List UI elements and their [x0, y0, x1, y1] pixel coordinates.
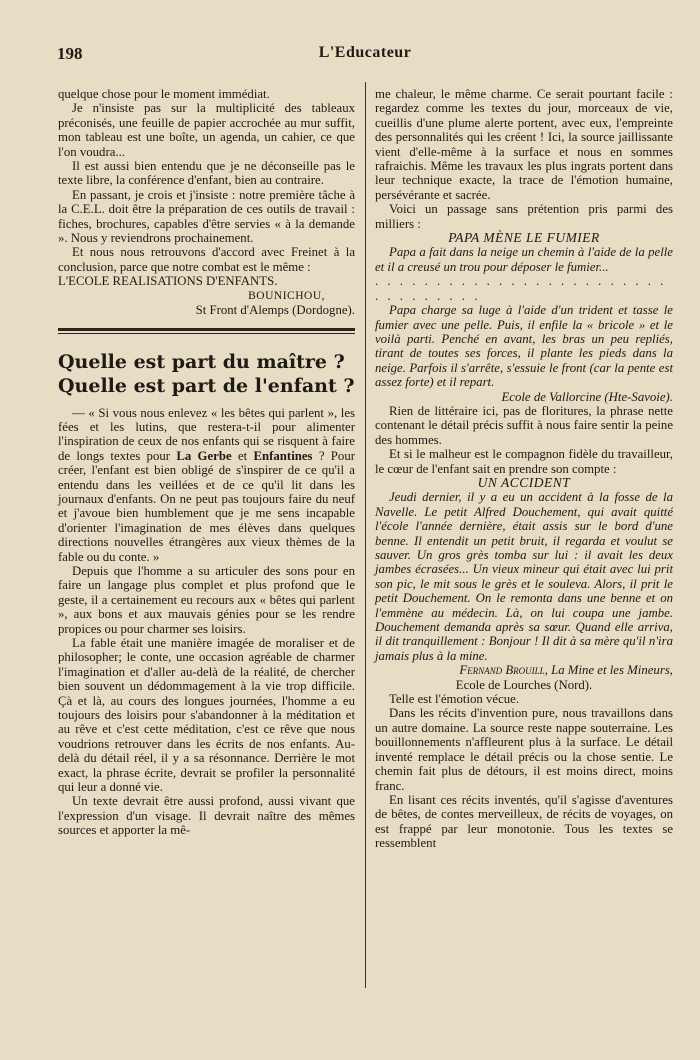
- article-title-line-1: Quelle est part du maître ?: [58, 350, 345, 373]
- article-title-line-2: Quelle est part de l'enfant ?: [58, 374, 355, 397]
- story-title-fumier: PAPA MÈNE LE FUMIER: [448, 230, 600, 246]
- page-header: [57, 44, 673, 68]
- article-paragraph-3: La fable était une manière imagée de moraliser et de philosopher; le conte, une occasion agréable de charmer l'imagination et d'aller au-delà de la réalité, de chercher bien souvent un dédommagement à la vie trop difficile. Çà et là, au cours des longues journées, l'homme a eu toujours des loisirs pour s'abandonner à la méditation et au rêve et c'est cette méditation, c'est ce rêve que nous voudrions retrouver dans les écrits de nos enfants. Au-delà du détail réel, il y a sa résonnance. Derrière le mot exact, la phrase écrite, devrait se profiler la personnalité qui leur a donné vie.: [58, 636, 355, 795]
- comment-2: Et si le malheur est le compagnon fidèle du travailleur, le cœur de l'enfant sait en prendre son compte :: [375, 447, 673, 476]
- column-divider: [365, 82, 366, 988]
- story-accident-book: , La Mine et les Mineurs,: [544, 663, 673, 678]
- left-column: [58, 87, 355, 838]
- closing-paragraph-2: Dans les récits d'invention pure, nous travaillons dans un autre domaine. La source reste nappe souterraine. Les bouillonnements n'affleurent plus à la surface. Le détail inventé remplace le détail précis ou la chose sentie. Le chemin fait plus de détours, il est moins direct, moins franc.: [375, 706, 673, 793]
- closing-paragraph-3: En lisant ces récits inventés, qu'il s'agisse d'aventures de bêtes, de contes merveilleux, de récits de voyages, on est frappé par leur monotonie. Tous les textes se ressemblent: [375, 792, 673, 851]
- article-p1-text-b: et: [231, 448, 254, 463]
- closing-paragraph-1: Telle est l'émotion vécue.: [389, 692, 520, 707]
- story-accident-credit: [375, 663, 673, 677]
- story-accident-author: Fernand Brouill: [459, 663, 545, 678]
- continued-paragraph-3: Il est aussi bien entendu que je ne déconseille pas le texte libre, la conférence d'enfant, bien au contraire.: [58, 159, 355, 188]
- la-gerbe-title: La Gerbe: [176, 448, 232, 463]
- article-paragraph-1: [58, 406, 355, 564]
- continued-paragraph-2: Je n'insiste pas sur la multiplicité des tableaux préconisés, une feuille de papier accrochée au mur suffit, mon tableau est une boîte, un agenda, un cahier, ce que l'on voudra...: [58, 101, 355, 159]
- section-rule: [58, 328, 355, 331]
- ellipsis-row: . . . . . . . . . . . . . . . . . . . . . . . . . . . . . . . . .: [375, 274, 667, 303]
- story-title-accident: UN ACCIDENT: [477, 474, 571, 490]
- story-fumier-p2: Papa charge sa luge à l'aide d'un trident et tasse le fumier avec une pelle. Puis, il enfile la « bricole » et le voilà parti. Penché en avant, les bras un peu repliés, tirant de toutes ses forces, il plante les pieds dans la neige. Parfois il s'arrête, s'essuie le front (car la pente est assez forte) et il repart.: [375, 303, 673, 390]
- enfantines-title: Enfantines: [253, 448, 313, 463]
- signature-name: BOUNICHOU,: [248, 289, 325, 302]
- story-fumier-p1: Papa a fait dans la neige un chemin à l'aide de la pelle et il a creusé un trou pour déposer le fumier...: [375, 245, 673, 274]
- continued-paragraph-5: Et nous nous retrouvons d'accord avec Freinet à la conclusion, parce que notre combat est le même :: [58, 245, 355, 274]
- slogan: L'ECOLE REALISATIONS D'ENFANTS.: [58, 274, 278, 289]
- article-paragraph-4: Un texte devrait être aussi profond, aussi vivant que l'expression d'un visage. Il devrait naître des mêmes sources et apporter la mê-: [58, 794, 355, 838]
- page-number: 198: [57, 44, 83, 63]
- section-rule-thin: [58, 333, 355, 334]
- signature-place: St Front d'Alemps (Dordogne).: [195, 303, 355, 318]
- story-accident-text: Jeudi dernier, il y a eu un accident à la fosse de la Navelle. Le petit Alfred Douchement, qui avait quitté l'école l'année dernière, était assis sur le bord d'une benne. Il entendit un petit bruit, il regarda et voulut se sauver. Un gros grès tomba sur lui : il avait les deux jambes écrasées... Un vieux mineur qui était avec lui prit son pic, le mit sous le grès et le souleva. Alors, il prit le petit Douchement. On le remonta dans une benne et on l'emmène au médecin. Là, on lui coupa une jambe. Douchement demanda après sa sœur. Quand elle arriva, il dit tranquillement : Bonjour ! Il dit à sa mère qu'il n'ira jamais plus à la mine.: [375, 490, 673, 663]
- right-column: [375, 87, 673, 851]
- story-accident-school: Ecole de Lourches (Nord).: [455, 677, 593, 692]
- continued-paragraph-4: En passant, je crois et j'insiste : notre première tâche à la C.E.L. doit être la préparation de ces outils de travail : fiches, brochures, capables d'être servies « à la demande ». Nous y reviendrons prochainement.: [58, 187, 355, 246]
- story-fumier-source: Ecole de Vallorcine (Hte-Savoie).: [501, 389, 673, 404]
- right-intro: me chaleur, le même charme. Ce serait pourtant facile : regardez comme les textes du jour, morceaux de vie, cueillis d'une plume alerte portent, avec eux, l'empreinte des personnalités qui les créent ! Ici, la source jaillissante vient d'elle-même à la surface et nous en sommes rafraichis. Même les travaux les plus ingrats portent dans leur technique exacte, la trace de l'émotion humaine, persévérante et sacrée.: [375, 87, 673, 202]
- article-p1-text-c: ? Pour créer, l'enfant est bien obligé de s'inspirer de ce qu'il a entendu dans les veillées et de ce qu'il lit dans les journaux d'enfants. On ne peut pas toujours faire du neuf et j'avoue bien humblement que je me sens incapable d'orienter l'imagination de mes élèves dans quelques directions nouvelles étrangères aux vieux thèmes de la fable ou du conte. »: [58, 448, 355, 564]
- journal-title: L'Educateur: [318, 44, 412, 61]
- lead-in: Voici un passage sans prétention pris parmi des milliers :: [375, 202, 673, 231]
- article-title: [58, 350, 355, 398]
- continued-paragraph-1: quelque chose pour le moment immédiat.: [58, 87, 270, 101]
- article-p1-text-a: — « Si vous nous enlevez « les bêtes qui parlent », les fées et les lutins, que restera-t-il pour alimenter l'inspiration de ceux de nos enfants qui se risquent à faire de longs textes pour: [58, 405, 355, 463]
- comment-1: Rien de littéraire ici, pas de floritures, la phrase nette contenant le détail précis suffit à nous faire sentir la peine des hommes.: [375, 403, 673, 447]
- article-paragraph-2: Depuis que l'homme a su articuler des sons pour en faire un langage plus complet et plus profond que le geste, il a certainement eu recours aux « bêtes qui parlent », aux bons et aux mauvais génies pour se les rendre propices ou pour charmer ses loisirs.: [58, 563, 355, 636]
